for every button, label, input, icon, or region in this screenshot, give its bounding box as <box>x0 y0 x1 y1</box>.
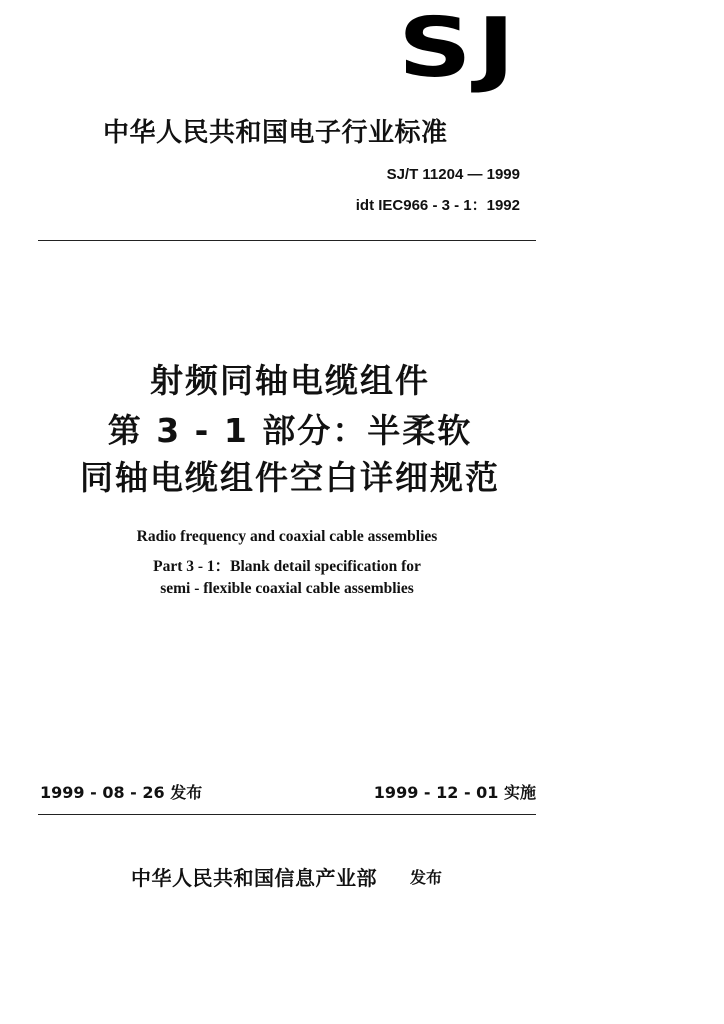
standard-category: 中华人民共和国电子行业标准 <box>103 118 448 148</box>
title-en-line-1: Radio frequency and coaxial cable assemblies <box>136 528 438 545</box>
header-divider <box>38 240 536 241</box>
title-cn-line-1: 射频同轴电缆组件 <box>150 361 430 400</box>
sj-logo: SJ <box>398 1 520 96</box>
identical-standard-reference: idt IEC966 - 3 - 1：1992 <box>355 197 520 214</box>
title-en-line-3: semi - flexible coaxial cable assemblies <box>160 580 414 597</box>
effective-date: 1999 - 12 - 01 实施 <box>373 783 536 802</box>
title-cn-line-3: 同轴电缆组件空白详细规范 <box>80 458 500 497</box>
footer-divider <box>38 814 536 815</box>
issue-date: 1999 - 08 - 26 发布 <box>40 783 203 802</box>
title-en-line-2: Part 3 - 1：Blank detail specification for <box>153 558 421 575</box>
standard-code: SJ/T 11204 — 1999 <box>386 166 520 183</box>
title-cn-line-2: 第 3 - 1 部分：半柔软 <box>107 411 473 450</box>
publisher-verb: 发布 <box>410 868 443 887</box>
publisher-name: 中华人民共和国信息产业部 <box>131 866 377 890</box>
